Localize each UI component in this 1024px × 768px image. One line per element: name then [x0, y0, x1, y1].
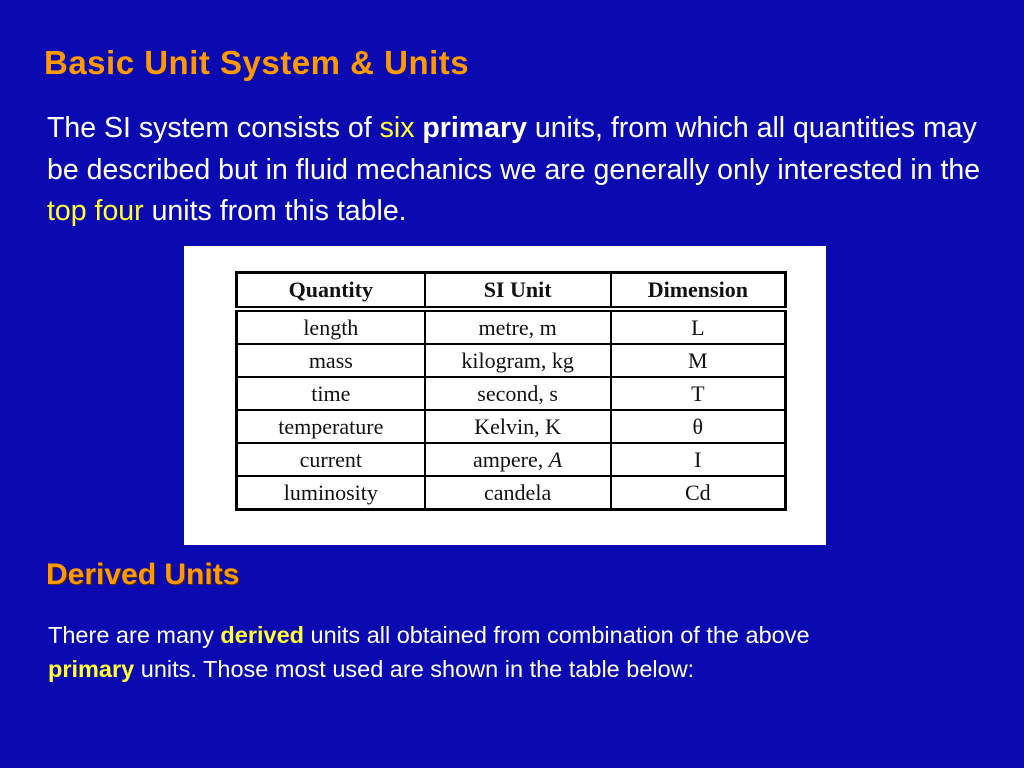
si-units-table	[235, 271, 787, 511]
derived-paragraph	[48, 618, 998, 686]
derived-text-3: units. Those most used are shown in the table below:	[134, 656, 695, 682]
cell-unit: metre, m	[425, 309, 611, 344]
cell-dimension: L	[611, 309, 786, 344]
unit-prefix: ampere,	[473, 446, 549, 472]
derived-text-1: There are many	[48, 622, 221, 648]
intro-text-1: The SI system consists of	[47, 112, 380, 144]
slide-title: Basic Unit System & Units	[44, 44, 470, 81]
header-dimension: Dimension	[611, 273, 786, 310]
intro-text-3: units from this table.	[143, 195, 407, 227]
cell-quantity: current	[237, 443, 425, 476]
cell-unit: second, s	[425, 377, 611, 410]
cell-dimension: I	[611, 443, 786, 476]
header-si-unit: SI Unit	[425, 273, 611, 310]
intro-primary: primary	[422, 112, 527, 144]
cell-quantity: luminosity	[237, 476, 425, 510]
cell-quantity: time	[237, 377, 425, 410]
table-row	[237, 443, 786, 476]
table-row	[237, 344, 786, 377]
table-row	[237, 476, 786, 510]
derived-primary-word: primary	[48, 656, 135, 682]
intro-top-four: top four	[47, 195, 144, 227]
cell-dimension: M	[611, 344, 786, 377]
cell-quantity: length	[237, 309, 425, 344]
cell-dimension: Cd	[611, 476, 786, 510]
cell-unit	[425, 443, 611, 476]
cell-unit: Kelvin, K	[425, 410, 611, 443]
si-units-table-panel	[184, 246, 826, 545]
header-quantity: Quantity	[237, 273, 425, 310]
intro-paragraph	[47, 108, 987, 233]
cell-unit: candela	[425, 476, 611, 510]
cell-quantity: mass	[237, 344, 425, 377]
table-row	[237, 377, 786, 410]
derived-text-2: units all obtained from combination of the above	[304, 622, 810, 648]
derived-units-heading: Derived Units	[46, 558, 240, 591]
cell-dimension: θ	[611, 410, 786, 443]
cell-unit: kilogram, kg	[425, 344, 611, 377]
derived-word: derived	[220, 622, 304, 648]
intro-six: six	[379, 112, 415, 144]
cell-quantity: temperature	[237, 410, 425, 443]
table-row	[237, 410, 786, 443]
cell-dimension: T	[611, 377, 786, 410]
unit-symbol: A	[548, 446, 563, 472]
table-row	[237, 309, 786, 344]
intro-text-2: units, from which all quantities may be described but in fluid mechanics we are generally only interested in the	[47, 112, 981, 186]
table-header-row	[237, 273, 786, 310]
